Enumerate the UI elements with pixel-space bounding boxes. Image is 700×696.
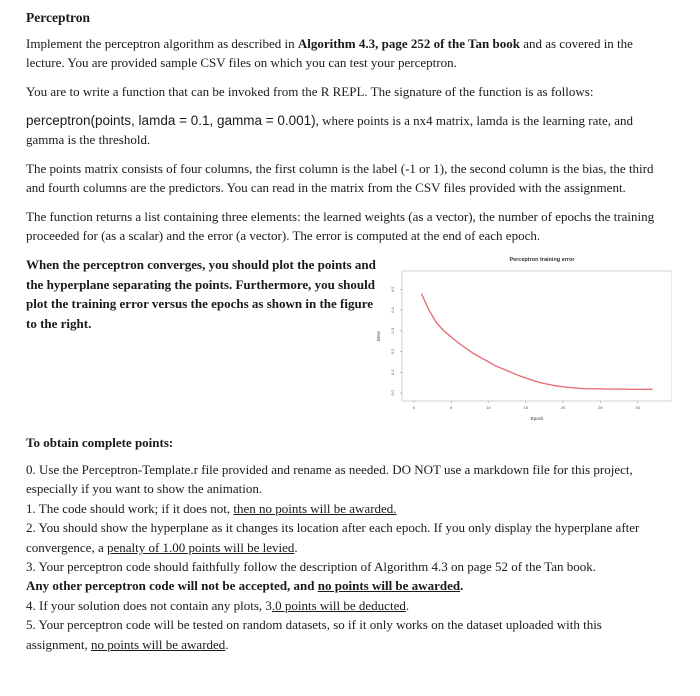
intro-text: Implement the perceptron algorithm as described in	[26, 36, 298, 51]
intro-paragraph	[26, 34, 666, 72]
item1-penalty: then no points will be awarded.	[233, 500, 397, 516]
document-body	[26, 8, 666, 654]
x-tick-label: 20	[560, 405, 566, 410]
matrix-paragraph: The points matrix consists of four columns, the first column is the label (-1 or 1), the second column is the bias, the third and fourth columns are the predictors. You can read in the matrix from the CSV files provided with the assignment.	[26, 161, 654, 195]
item2-text: 2. You should show the hyperplane as it changes its location after each epoch. If you only display the hyperplane after convergence, a	[26, 520, 640, 555]
item4-end: .	[405, 597, 410, 613]
item5-end: .	[225, 636, 229, 652]
chart-title: Perceptron training error	[509, 257, 575, 263]
item4-text: 4. If your solution does not contain any plots, 3	[26, 597, 272, 613]
requirement-item-0: 0. Use the Perceptron-Template.r file provided and rename as needed. DO NOT use a markdown file for this project, especially if you want to show the animation.	[26, 462, 633, 497]
x-tick-label: 5	[450, 405, 453, 410]
x-tick-label: 25	[598, 405, 603, 410]
item5-penalty: no points will be awarded	[91, 636, 226, 652]
complete-heading: To obtain complete points:	[26, 435, 174, 450]
x-tick-label: 10	[486, 405, 491, 410]
item4-penalty: .0 points will be deducted	[271, 597, 406, 613]
signature-paragraph	[26, 111, 666, 149]
x-tick-label: 15	[523, 405, 529, 410]
requirement-item-5	[26, 615, 666, 654]
returns-paragraph: The function returns a list containing three elements: the learned weights (as a vector), the number of epochs the training proceeded for (as a scalar) and the error (a vector). The error is computed at the end of each epoch.	[26, 209, 655, 243]
requirement-item-2	[26, 518, 666, 557]
item3-end: .	[460, 578, 464, 594]
x-tick-label: 30	[635, 405, 640, 410]
error-chart-svg	[372, 249, 672, 431]
page-title: Perceptron	[26, 10, 90, 25]
x-axis-label: Epoch	[530, 416, 544, 421]
plot-instruction: When the perceptron converges, you should plot the points and the hyperplane separating the points. Furthermore, you should plot the training error versus the epochs as shown in the figure to the right.	[26, 257, 376, 331]
figure-row	[26, 255, 666, 433]
y-axis-label: Error	[376, 331, 381, 341]
intro-text-end: and as covered in the lecture. You are provided sample CSV files on which you can test your perceptron.	[26, 36, 633, 70]
item2-end: .	[294, 539, 298, 555]
requirement-item-1	[26, 499, 666, 518]
y-tick-label: 0.5	[390, 286, 395, 293]
y-tick-label: 0.2	[390, 348, 395, 355]
y-tick-label: 0.3	[390, 328, 395, 334]
x-tick-label: 0	[412, 405, 416, 410]
y-tick-label: 0.1	[390, 369, 395, 376]
requirement-item-4	[26, 596, 666, 615]
item3-text: 3. Your perceptron code should faithfully follow the description of Algorithm 4.3 on page 52 of the Tan book.	[26, 559, 597, 575]
book-reference: Algorithm 4.3, page 252 of the Tan book	[297, 36, 520, 51]
signature-description: , where points is a nx4 matrix, lamda is the learning rate, and gamma is the threshold.	[26, 113, 633, 147]
series-error-line	[421, 294, 652, 390]
item1-text: 1. The code should work; if it does not,	[26, 500, 234, 516]
item3-penalty: no points will be awarded	[317, 578, 461, 594]
invoke-paragraph: You are to write a function that can be invoked from the R REPL. The signature of the function is as follows:	[26, 84, 594, 99]
requirement-item-3	[26, 557, 666, 596]
item5-text: 5. Your perceptron code will be tested on random datasets, so if it only works on the dataset uploaded with this assignment,	[26, 617, 602, 652]
item3-warning: Any other perceptron code will not be accepted, and	[26, 578, 318, 594]
error-chart	[372, 249, 672, 431]
y-tick-label: 0.4	[390, 307, 395, 313]
item2-penalty: penalty of 1.00 points will be levied	[106, 539, 295, 555]
y-tick-label: 0.0	[390, 390, 395, 396]
function-signature: perceptron(points, lamda = 0.1, gamma = 0.001)	[26, 113, 316, 128]
